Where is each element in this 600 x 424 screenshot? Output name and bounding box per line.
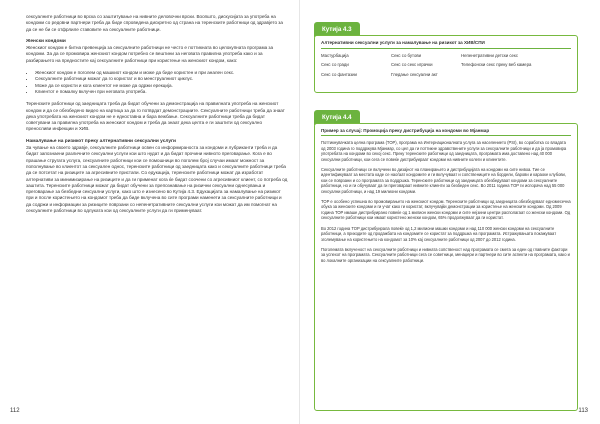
- demo-paragraph: Теренските работници од заедницата треба да бидат обучени за демонстрација на правилната употреба на женскиот кондом и да се обезбедено видео на картица за да го потврдат демонстрациите. Сексуалните работници треба да знаат дека употребата на женскиот кондом не е едноставна и бара вежбање. Сексуалните работници треба да бидат советувани за правилна употреба на женскиот кондом и треба да знаат дека целта е ги заштити од сексуално преносливи инфекции и ХИВ.: [26, 101, 285, 132]
- heading-female-condoms: Женски кондоми: [26, 38, 66, 44]
- page-number-left: 112: [10, 408, 20, 414]
- bullet-item: • Клиентот е помалку вклучен при неговата употреба.: [35, 89, 288, 95]
- service-item: Мастурбација: [321, 52, 349, 58]
- box-4-4-title: Пример за случај: Промоција преку дистрибуција на кондоми во Мјанмар: [321, 128, 490, 133]
- intro-paragraph: сексуалните работници во врска со заштитување на нивните деловочни врски. Воопшто, дискусијата за употреба на кондоми со редовни партнери треба да биде спроведена дискретно од страна на теренските работници од здравјето за да се не би се отфрлиле ставовите на сексуалните работници.: [26, 14, 283, 32]
- condom-bullets: [26, 70, 288, 95]
- service-item: Секс со гради: [321, 62, 349, 68]
- page-number-right: 113: [578, 408, 588, 414]
- case-paragraph: Поголемата вклученост на сексуалните работници и нивната сопственост над програмата се смета за еден од главните фактори за успехот на програмата. Сексуалните работници сега се советници, менаџери и партнери во сите аспекти на програмата, како и во локалните организации на сексуалните работници.: [321, 246, 570, 263]
- box-4-4: [314, 123, 578, 411]
- right-page: [300, 0, 600, 424]
- service-item: Секс со бутови: [391, 52, 422, 58]
- divider: [321, 135, 571, 136]
- left-column-text: [26, 14, 288, 220]
- alternative-services-paragraph: За чување на своето здравје, сексуалните работници освен со информираноста за кондоми и лубриканти треба и да бидат запознаени различните сексуални услуги кои што нудат и да бидат прочини нивното преговарање. Кога е во прашање стругата услуга, сексуалните работници кои се помошници во поголем број случаи имаат можност за пополнување во клиентот за сексуален однос, теренските работници од заедницата како и сексуалните работници треба да се потсетат на ризиците за агресивните пристапи. Со едукација, теренските работници можат да изработат алтернативи за минимизирање на ризиците и да ги применат кога ќе бидат соочени со агресивниот клиент, со потреба од заштита. Теренските работници можат да бидат обучени за препознавање на ризични сексуални однесувања и преговарање за безбедни сексуални услуги, како што е изнесено во Кутија 4.3. Едукацијата за намалување на ризикот при и после користењето на кондомот треба да биде вклучена во сите програми наменети за сексуалните работници и да содржи и информации за ризиците поврзани со непенетративните сексуални услуги кои можат да им помогнат на сексуалните работници во одлуката кои од сексуалните услуги да ги применуваат.: [26, 145, 288, 214]
- case-paragraph: Во 2012 година TOP дистрибуирала повеќе од 1,2 милиони машки кондоми и над 110 000 женски кондоми на сексуалните работници, а приходите од продажбата на кондомите се користат за поддршка на програмата. Истражувањата покажуваат зголемување на користењето на кондомот за 10% кај сексуалните работници од 2007 до 2012 година.: [321, 225, 557, 242]
- service-item: Секс со фантазии: [321, 71, 357, 77]
- box-4-4-tab: Кутија 4.4: [314, 110, 360, 125]
- heading-alternative-services: Намалување на ризикот преку алтернативни сексуални услуги: [26, 138, 176, 144]
- box-4-3-title: Алтернативни сексуални услуги за намалување на ризикот за ХИВ/СПИ: [321, 40, 485, 45]
- bullet-item: • Може да се користи и кога клиентот не може да одржи ерекција.: [35, 83, 288, 89]
- alternative-services-list: [321, 53, 571, 78]
- bullet-item: • Сексуалните работници можат да го користат и во менструалниот циклус.: [35, 76, 288, 82]
- bullet-item: • Женскиот кондом е поголем од машкиот кондом и може да биде користен и при анален секс.: [35, 70, 288, 76]
- box-4-3-tab: Кутија 4.3: [314, 22, 360, 37]
- service-item: Телефонски секс преку веб камера: [461, 62, 532, 68]
- case-paragraph: Сексуалните работници се вклучени во дизајнот на планирањето и дистрибуцијата на кондоми на сите нивоа. Тие се идентификуваат за местата каде се наоѓаат кондомите и ги вклучуваат и сопствениците на бордели, барови и караоке клубови, кои се поврзани и со програмата за поддршка. Теренските работници од заедницата обезбедуваат кондоми за сексуалните работници, но и ги обучуваат да ги преговараат нивните клиенти за безбеден секс. Во 2011 година TOP ги испорача над 55 000 сексуални работници, и над 19 милиони кондоми.: [321, 167, 566, 194]
- case-paragraph: TOP е особено успешна во промовирањето на женскиот кондом. Теренските работници од заедницата обезбедуваат едномесечна обука за женските кондоми и ги учат како ги користат, вклучувајќи демонстрации за користење на женските кондоми. Од 2009 година TOP имаше дистрибуирано повеќе од 1 милион женски кондоми и сите нејзини центри располагаат со женски кондоми. Од сексуалните работници кои имаат користено женски кондом, 65% продолжуваат да ги користат.: [321, 199, 571, 221]
- box-4-3: [314, 35, 578, 93]
- case-paragraph: Поттикнувачката целна програма (TOP), програма на Интернационалната услуга за населението (PSI), во соработка со владата од 2003 година го поддржува Мјанмар, со цел да ги поттикне здравствените услуги за сексуалните работници и да ја промовира употребата на кондоми во секој секс. Преку теренските работници од заедницата, програмата има доставено над 40 000 сексуални работници, кои сега се повеќе дистрибуираат кондоми на нивните колеги и клиентите.: [321, 140, 567, 162]
- service-item: Непенетративни детски секс: [461, 52, 519, 58]
- divider: [321, 48, 571, 49]
- service-item: Гледање сексуални акт: [391, 71, 438, 77]
- service-item: Секс со секс играчки: [391, 62, 433, 68]
- condoms-paragraph: Женскиот кондом е битна превенција за сексуалните работници не често е поттикната во целокупната програма за кондоми. За да се промовира женскиот кондом потребно се вештини за неговата правилна употреба како и за разбирањето на предностите кај сексуалните работници при користење на женскиот кондом, како:: [26, 45, 274, 63]
